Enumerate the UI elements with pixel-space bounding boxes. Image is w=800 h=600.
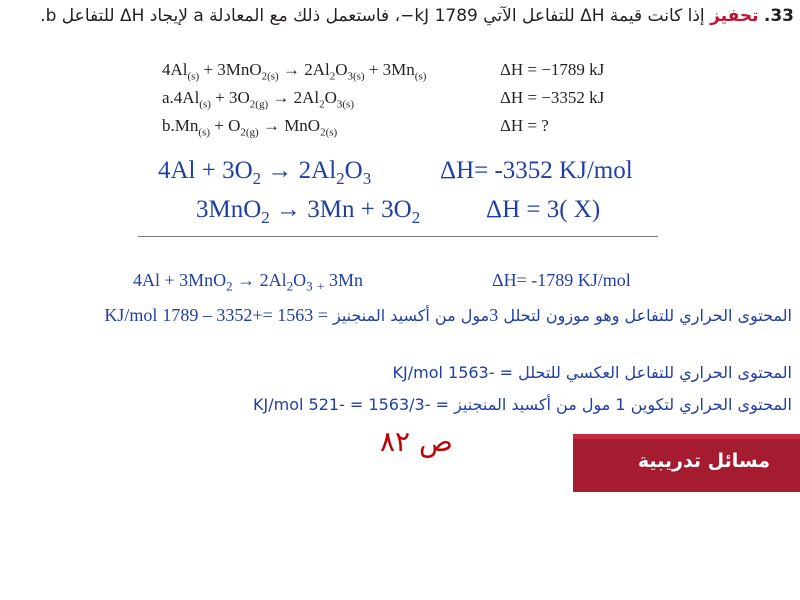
line4-text2: مول من أكسيد المنجنيز bbox=[332, 306, 490, 325]
practice-problems-banner bbox=[573, 434, 800, 492]
solution-delta-h-3: ΔH= -1789 KJ/mol bbox=[492, 270, 631, 290]
line6-text: المحتوى الحراري لتكوين 1 مول من أكسيد المنجنيز = bbox=[435, 395, 792, 414]
book-equation-given: $4Al_{(s)} + 3MnO_{2(s)} \to 2Al_2O_{3(s)} + 3Mn_{(s)}$ bbox=[162, 60, 427, 83]
solution-line-4 bbox=[72, 302, 792, 329]
book-equation-b: $b.Mn_{(s)} + O_{2(g)} \to MnO_{2(s)}$ bbox=[162, 116, 338, 139]
solution-equation-3: $4Al + 3MnO_2 \to 2Al_2O_3$ $_+$ 3Mn bbox=[133, 270, 364, 294]
book-equation-a-label: a. bbox=[162, 88, 174, 107]
solution-equation-2: $3MnO_2 \to 3Mn + 3O_2$ bbox=[196, 196, 421, 227]
line4-unit: KJ/mol bbox=[104, 305, 158, 325]
solution-line-6 bbox=[72, 395, 792, 414]
question-keyword: تحفيز bbox=[710, 6, 759, 26]
book-delta-h-a: ΔH = −3352 kJ bbox=[500, 88, 605, 107]
line4-text: المحتوى الحراري للتفاعل وهو موزون لتحلل bbox=[503, 306, 792, 325]
question-statement bbox=[14, 6, 794, 26]
page-reference: ص ٨٢ bbox=[380, 425, 453, 458]
solution-line-5 bbox=[72, 363, 792, 382]
solution-delta-h-2: ΔH = 3( X) bbox=[486, 196, 601, 223]
line5-text: المحتوى الحراري للتفاعل العكسي للتحلل = bbox=[499, 363, 792, 382]
divider bbox=[138, 236, 658, 237]
line4-moles: 3 bbox=[489, 305, 499, 325]
line5-value: -1563 KJ/mol bbox=[392, 363, 495, 382]
book-equation-b-label: b. bbox=[162, 116, 175, 135]
book-equation-a: $a.4Al_{(s)} + 3O_{2(g)} \to 2Al_2O_{3(s)}$ bbox=[162, 88, 354, 111]
banner-label: مسائل تدريبية bbox=[637, 450, 770, 472]
solution-equation-1: $4Al + 3O_2 \to 2Al_2O_3$ bbox=[158, 157, 372, 188]
book-delta-h-b: ΔH = ? bbox=[500, 116, 549, 135]
book-delta-h-given: ΔH = −1789 kJ bbox=[500, 60, 605, 79]
question-number: 33. bbox=[763, 6, 794, 26]
solution-delta-h-1: ΔH= -3352 KJ/mol bbox=[440, 157, 633, 184]
question-text: إذا كانت قيمة ΔH للتفاعل الآتي 1789 kJ−، فاستعمل ذلك مع المعادلة a لإيجاد ΔH للتفاعل b. bbox=[40, 6, 705, 26]
line4-calc: = 1563 =+3352 – 1789 bbox=[162, 305, 328, 325]
line6-value: -1563/3 = -521 KJ/mol bbox=[253, 395, 431, 414]
